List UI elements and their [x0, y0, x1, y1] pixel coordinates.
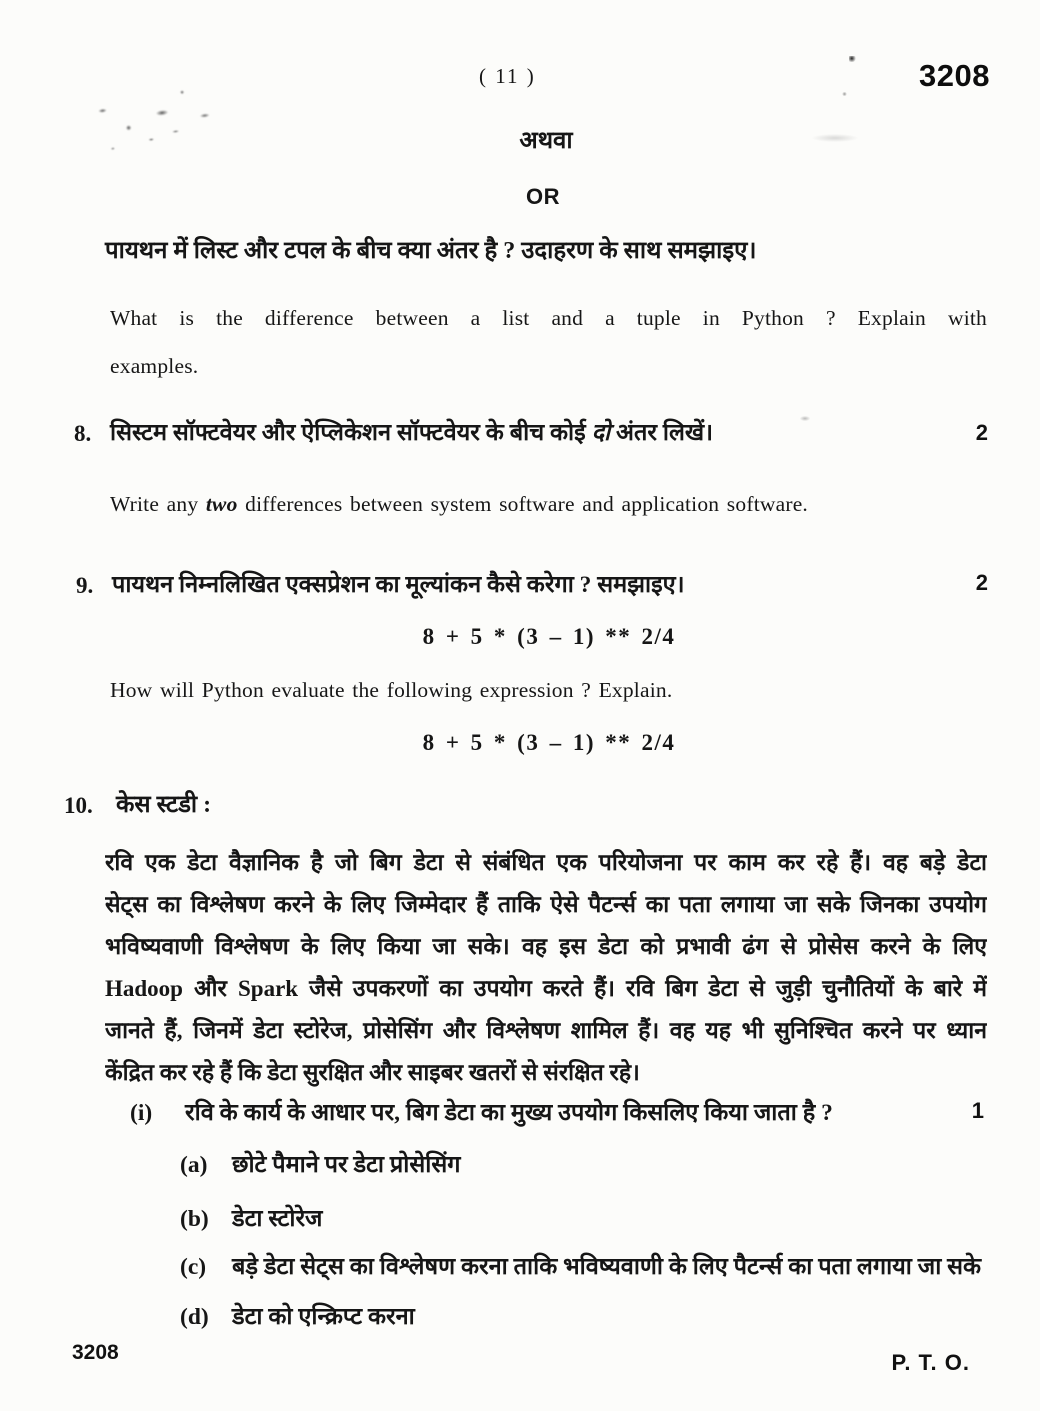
case-line: जानते हैं, जिनमें डेटा स्टोरेज, प्रोसेसिंग और विश्लेषण शामिल हैं। वह यह भी सुनिश्चित करने पर ध्यान — [105, 1018, 987, 1043]
option-c-label: (c) — [180, 1254, 207, 1280]
q9-question-english: How will Python evaluate the following expression ? Explain. — [110, 678, 673, 702]
q9-marks: 2 — [975, 570, 988, 595]
option-c-text: बड़े डेटा सेट्स का विश्लेषण करना ताकि भविष्यवाणी के लिए पैटर्न्स का पता लगाया जा सके — [232, 1254, 982, 1280]
q8-hindi-emphasis: दो — [591, 420, 611, 446]
option-d-text: डेटा को एन्क्रिप्ट करना — [232, 1304, 415, 1330]
case-line: रवि एक डेटा वैज्ञानिक है जो बिग डेटा से संबंधित एक परियोजना पर काम कर रहे हैं। वह बड़े डेटा — [105, 850, 987, 875]
q8-question-english — [110, 492, 990, 517]
case-line: केंद्रित कर रहे हैं कि डेटा सुरक्षित और साइबर खतरों से संरक्षित रहे। — [105, 1060, 640, 1085]
case-line: Hadoop और Spark जैसे उपकरणों का उपयोग करते हैं। रवि बिग डेटा से जुड़ी चुनौतियों के बारे में — [105, 976, 987, 1001]
q8-hindi-pre: सिस्टम सॉफ्टवेयर और ऐप्लिकेशन सॉफ्टवेयर के बीच कोई — [110, 420, 592, 446]
q10-sub-i-label: (i) — [130, 1100, 153, 1126]
q9-question-hindi: पायथन निम्नलिखित एक्सप्रेशन का मूल्यांकन कैसे करेगा ? समझाइए। — [112, 572, 685, 598]
q8-english-pre: Write any — [110, 492, 206, 516]
q8-marks: 2 — [975, 420, 988, 445]
case-line: सेट्स का विश्लेषण करने के लिए जिम्मेदार हैं ताकि ऐसे पैटर्न्स का पता लगाया जा सके जिनका उपयोग — [105, 892, 987, 917]
or-question-english-line2: examples. — [110, 354, 199, 378]
q9-number: 9. — [76, 573, 94, 598]
option-b-label: (b) — [180, 1206, 209, 1232]
q9-expression-repeat: 8 + 5 * (3 – 1) ** 2/4 — [422, 730, 676, 755]
q8-question-hindi — [110, 418, 910, 449]
option-a-label: (a) — [180, 1152, 208, 1178]
option-a-text: छोटे पैमाने पर डेटा प्रोसेसिंग — [232, 1152, 461, 1178]
q10-case-study-paragraph — [105, 842, 987, 1094]
footer-pto: P. T. O. — [891, 1350, 970, 1375]
option-d-label: (d) — [180, 1304, 209, 1330]
q10-sub-i-text: रवि के कार्य के आधार पर, बिग डेटा का मुख्य उपयोग किसलिए किया जाता है ? — [185, 1100, 833, 1126]
or-question-english-line1: What is the difference between a list and a tuple in Python ? Explain with — [110, 306, 987, 330]
q8-hindi-post: अंतर लिखें। — [610, 420, 713, 446]
q9-expression: 8 + 5 * (3 – 1) ** 2/4 — [422, 624, 676, 649]
paper-code: 3208 — [919, 58, 990, 93]
q10-title: केस स्टडी : — [116, 792, 212, 818]
or-label-hindi: अथवा — [519, 128, 573, 154]
or-label-english: OR — [526, 184, 560, 209]
q8-english-emphasis: two — [205, 492, 238, 516]
q10-number: 10. — [64, 793, 93, 818]
ink-speck — [842, 92, 847, 96]
footer-paper-code: 3208 — [72, 1341, 119, 1364]
page-number: ( 11 ) — [479, 64, 536, 88]
option-b-text: डेटा स्टोरेज — [232, 1206, 323, 1232]
or-question-english — [110, 294, 987, 390]
q10-sub-i-marks: 1 — [971, 1098, 984, 1123]
q8-number: 8. — [74, 421, 92, 446]
ink-speck — [849, 56, 856, 62]
q8-english-post: differences between system software and application software. — [237, 492, 809, 516]
case-line: भविष्यवाणी विश्लेषण के लिए किया जा सके। वह इस डेटा को प्रभावी ढंग से प्रोसेस करने के लिए — [105, 934, 987, 959]
or-question-hindi: पायथन में लिस्ट और टपल के बीच क्या अंतर है ? उदाहरण के साथ समझाइए। — [105, 238, 757, 264]
